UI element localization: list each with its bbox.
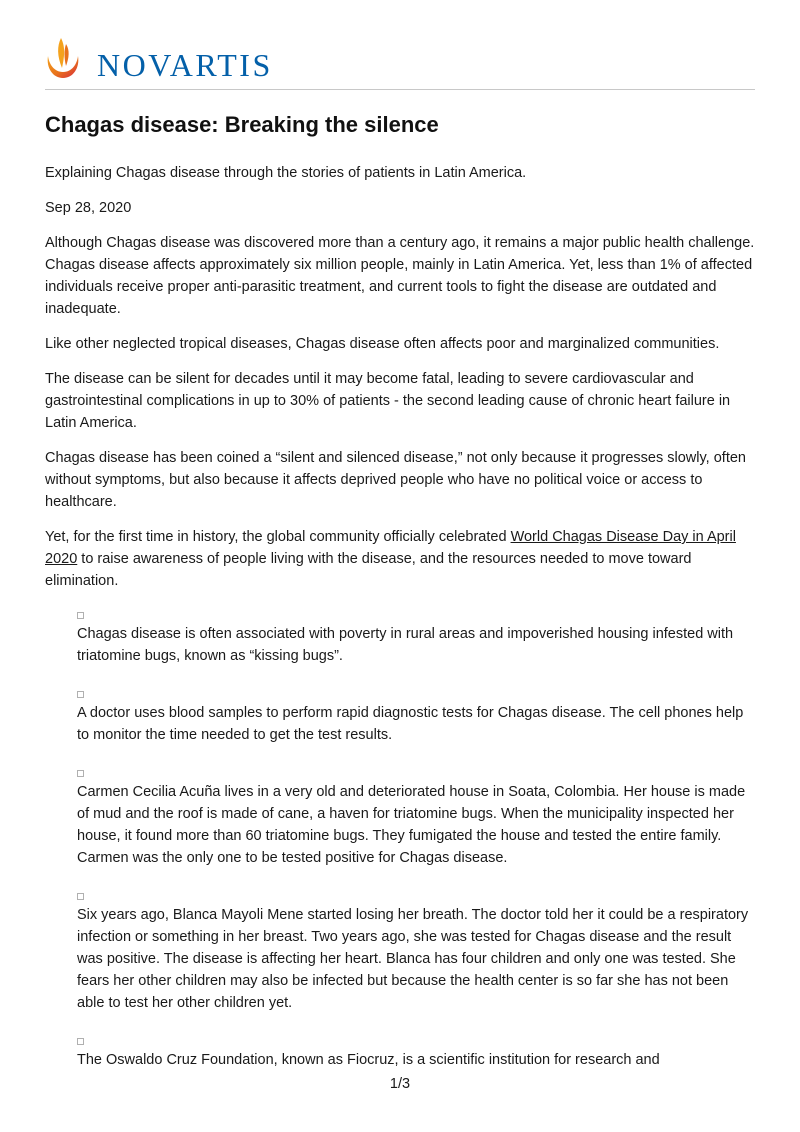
novartis-logo-icon (45, 36, 81, 80)
awareness-text-before: Yet, for the first time in history, the global community officially celebrated (45, 529, 511, 545)
image-caption: Carmen Cecilia Acuña lives in a very old and deteriorated house in Soata, Colombia. Her house is made of mud and the roof is made of cane, a haven for triatomine bugs. When the municipality inspected her house, it found more than 60 triatomine bugs. They fumigated the house and tested the entire family. Carmen was the only one to be tested positive for Chagas disease. (77, 784, 746, 866)
header-divider (45, 89, 755, 90)
awareness-text-after: to raise awareness of people living with the disease, and the resources needed to move toward elimination. (45, 551, 692, 589)
article-paragraph: Like other neglected tropical diseases, Chagas disease often affects poor and marginalized communities. (45, 336, 720, 352)
article-subtitle: Explaining Chagas disease through the stories of patients in Latin America. (45, 165, 527, 181)
image-caption: A doctor uses blood samples to perform rapid diagnostic tests for Chagas disease. The cell phones help to monitor the time needed to get the test results. (77, 705, 744, 743)
novartis-wordmark[interactable]: NOVARTIS (97, 47, 273, 83)
image-gallery (77, 612, 757, 1071)
page-header (45, 36, 755, 90)
gallery-item (77, 691, 757, 746)
article (45, 110, 757, 1095)
image-caption: Six years ago, Blanca Mayoli Mene started losing her breath. The doctor told her it could be a respiratory infection or something in her breast. Two years ago, she was tested for Chagas disease and the result was positive. The disease is affecting her heart. Blanca has four children and only one was tested. She fears her other children may also be infected but because the health center is so far she has not been able to test her other children yet. (77, 907, 749, 1011)
gallery-item (77, 1038, 757, 1071)
page-number: 1/3 (389, 1076, 411, 1092)
gallery-item (77, 612, 757, 667)
image-placeholder-icon (77, 612, 84, 619)
image-placeholder-icon (77, 770, 84, 777)
world-chagas-day-link[interactable]: World Chagas Disease Day in April 2020 (45, 529, 736, 567)
image-caption: Chagas disease is often associated with poverty in rural areas and impoverished housing infested with triatomine bugs, known as “kissing bugs”. (77, 626, 734, 664)
article-paragraph: The disease can be silent for decades until it may become fatal, leading to severe cardiovascular and gastrointestinal complications in up to 30% of patients - the second leading cause of chronic heart failure in Latin America. (45, 371, 731, 431)
article-title: Chagas disease: Breaking the silence (45, 112, 439, 137)
article-paragraph: Although Chagas disease was discovered more than a century ago, it remains a major public health challenge. Chagas disease affects approximately six million people, mainly in Latin America. Yet, less than 1% of affected individuals receive proper anti-parasitic treatment, and current tools to fight the disease are outdated and inadequate. (45, 235, 755, 317)
article-date: Sep 28, 2020 (45, 200, 132, 216)
gallery-item (77, 893, 757, 1014)
image-caption: The Oswaldo Cruz Foundation, known as Fiocruz, is a scientific institution for research and (77, 1052, 660, 1068)
awareness-paragraph (45, 526, 757, 592)
image-placeholder-icon (77, 893, 84, 900)
image-placeholder-icon (77, 691, 84, 698)
image-placeholder-icon (77, 1038, 84, 1045)
article-paragraph: Chagas disease has been coined a “silent and silenced disease,” not only because it progresses slowly, often without symptoms, but also because it affects deprived people who have no political voice or access to healthcare. (45, 450, 746, 510)
gallery-item (77, 770, 757, 869)
